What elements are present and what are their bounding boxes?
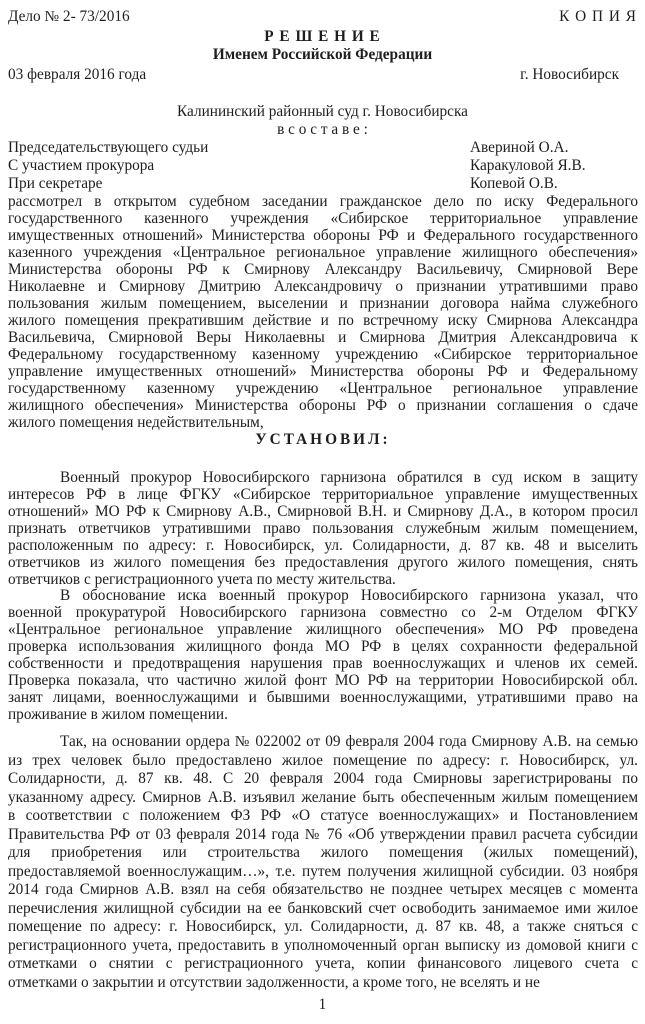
- text-line: Васильевича, Смирновой Веры Николаевны и Смирнова Дмитрия Александровича к: [8, 329, 638, 346]
- text-line: признать ответчиков утратившими право пользования служебным жилым помещением,: [8, 520, 638, 537]
- text-line: рассмотрел в открытом судебном заседании гражданское дело по иску Федерального: [8, 193, 638, 210]
- text-line: государственному казенному учреждению «Центральное региональное управление: [8, 380, 638, 397]
- text-line: Николаевне и Смирнову Дмитрию Александровичу о признании утратившими право: [8, 278, 638, 295]
- text-line: жилищного обеспечения» Министерства обороны РФ о признании соглашения о сдаче: [8, 397, 638, 414]
- paragraph-claim: [8, 469, 638, 588]
- text-line: указанному адресу. Смирнов А.В. изъявил желание быть обеспеченным жилым помещением: [8, 788, 638, 806]
- established-heading-block: [8, 431, 638, 448]
- page-number: 1: [318, 996, 327, 1013]
- paragraph-facts: [8, 733, 638, 992]
- text-line: в соответствии с положением ФЗ РФ «О статусе военнослужащих» и Постановлением: [8, 807, 638, 824]
- composition-row: [8, 157, 638, 175]
- text-line: проверка использования жилищного фонда МО РФ в целях сохранности федеральной: [8, 638, 638, 655]
- text-line: Военный прокурор Новосибирского гарнизона обратился в суд иском в защиту: [60, 469, 638, 486]
- case-number: Дело № 2- 73/2016: [8, 8, 130, 25]
- text-line: Правительства РФ от 03 февраля 2014 года № 76 «Об утверждении правил расчета субсидии: [8, 825, 638, 843]
- text-line: В обоснование иска военный прокурор Новосибирского гарнизона указал, что: [60, 587, 638, 604]
- composition-label: в с о с т а в е :: [277, 121, 368, 138]
- text-line: Так, на основании ордера № 022002 от 09 февраля 2004 года Смирнову А.В. на семью: [60, 733, 638, 750]
- text-line: расположенным по адресу: г. Новосибирск, ул. Солидарности, д. 87 кв. 48 и выселить: [8, 537, 638, 554]
- document-title: Р Е Ш Е Н И Е: [264, 28, 381, 45]
- court-name: Калининский районный суд г. Новосибирска: [177, 103, 468, 120]
- text-line: Солидарности, д. 87 кв. 48. С 20 февраля 2004 года Смирновы зарегистрированы по: [8, 770, 638, 787]
- text-line: 2014 года Смирнов А.В. взял на себя обязательство не позднее четырех месяцев с момента: [8, 881, 638, 898]
- text-line: отношений» МО РФ к Смирнову А.В., Смирновой В.Н. и Смирнову Д.А., в котором просил: [8, 503, 638, 520]
- text-line: отметками о закрытии и отсутствии задолженности, а кроме того, не вселять и не: [8, 973, 540, 991]
- court-composition: [8, 139, 638, 193]
- text-line: регистрационного учета, предоставить в уполномоченный орган выписку из домовой книги с: [8, 936, 638, 954]
- text-line: управление имущественных отношений» Министерства обороны РФ и Федеральному: [8, 363, 638, 380]
- established-heading: УСТАНОВИЛ:: [255, 431, 391, 448]
- text-line: жилого помещения прекратившим действие и по встречному иску Смирнова Александра: [8, 312, 638, 329]
- composition-row: [8, 175, 638, 193]
- intro-paragraph: [8, 193, 638, 431]
- text-line: имущественных отношений» Министерства обороны РФ и Федерального государственного: [8, 227, 638, 244]
- text-line: для приобретения или строительства жилого помещения (жилых помещений),: [8, 844, 638, 861]
- text-line: Министерства обороны РФ к Смирнову Александру Васильевичу, Смирновой Вере: [8, 261, 638, 278]
- text-line: казенного учреждения «Центральное региональное управление жилищного обеспечения»: [8, 244, 638, 261]
- text-line: военной прокуратурой Новосибирского гарнизона совместно со 2-м Отделом ФГКУ: [8, 604, 638, 621]
- text-line: отметками о снятии с регистрационного учета, копии финансового лицевого счета с: [8, 955, 638, 972]
- paragraph-grounds: [8, 587, 638, 723]
- text-line: ответчиков из жилого помещения без предоставления другого жилого помещения, снять: [8, 554, 638, 571]
- text-line: предоставляемой военнослужащим…», т.е. путем получения жилищной субсидии. 03 ноября: [8, 862, 638, 880]
- decision-city: г. Новосибирск: [520, 66, 619, 83]
- name: Каракуловой Я.В.: [470, 157, 586, 174]
- text-line: собственности и предотвращения нарушения прав военнослужащих и членов их семей.: [8, 655, 638, 672]
- text-line: занят лицами, военнослужащими и бывшими военнослужащими, утратившими право на: [8, 689, 638, 706]
- text-line: из трех человек было предоставлено жилое помещение по адресу: г. Новосибирск, ул.: [8, 751, 638, 769]
- text-line: Проверка показала, что частично жилой фонт МО РФ на территории Новосибирской обл.: [8, 672, 638, 689]
- role: С участием прокурора: [8, 157, 155, 174]
- text-line: интересов РФ в лице ФГКУ «Сибирское территориальное управление имущественных: [8, 486, 638, 503]
- role: При секретаре: [8, 175, 103, 192]
- text-line: «Центральное региональное управление жилищного обеспечения» МО РФ проведена: [8, 621, 638, 638]
- name: Авериной О.А.: [470, 139, 569, 156]
- copy-mark: К О П И Я: [559, 8, 637, 25]
- text-line: пользования жилым помещением, выселении и признании договора найма служебного: [8, 295, 638, 312]
- text-line: Федеральному государственному казенному учреждению «Сибирское территориальное: [8, 346, 638, 363]
- name: Копевой О.В.: [470, 175, 558, 192]
- text-line: перечисления жилищной субсидии на ее банковский счет освободить занимаемое ими жилое: [8, 899, 638, 917]
- text-line: государственного казенного учреждения «Сибирское территориальное управление: [8, 210, 638, 227]
- document-subtitle: Именем Российской Федерации: [212, 46, 433, 63]
- text-line: проживание в жилом помещении.: [8, 706, 228, 723]
- role: Председательствующего судьи: [8, 139, 209, 156]
- decision-date: 03 февраля 2016 года: [8, 66, 147, 83]
- text-line: помещение по адресу: г. Новосибирск, ул. Солидарности, д. 87 кв. 48, а также сняться с: [8, 918, 638, 935]
- text-line: ответчиков с регистрационного учета по месту жительства.: [8, 571, 396, 588]
- composition-row: [8, 139, 638, 157]
- text-line: жилого помещения недействительным,: [8, 414, 264, 431]
